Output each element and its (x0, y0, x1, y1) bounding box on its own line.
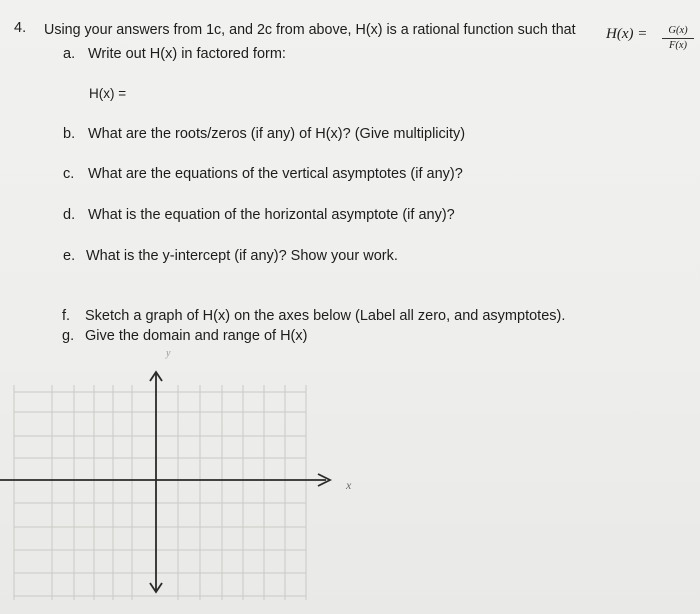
y-axis-label: y (166, 348, 171, 359)
x-axis-label: x (346, 478, 352, 492)
formula-lhs: H(x) = (606, 26, 648, 42)
part-f-text: Sketch a graph of H(x) on the axes below (Label all zero, and asymptotes). (85, 308, 566, 324)
part-g-letter: g. (62, 328, 75, 344)
grid-lines (14, 385, 306, 600)
part-a-letter: a. (63, 46, 76, 62)
part-f-letter: f. (62, 308, 71, 324)
part-d-text: What is the equation of the horizontal asymptote (if any)? (88, 207, 455, 223)
question-intro: Using your answers from 1c, and 2c from above, H(x) is a rational function such that (44, 22, 576, 38)
x-axis (0, 474, 330, 486)
part-e-letter: e. (63, 248, 76, 264)
part-b-text: What are the roots/zeros (if any) of H(x)? (Give multiplicity) (88, 126, 466, 142)
part-e-text: What is the y-intercept (if any)? Show your work. (86, 248, 398, 264)
formula-denominator: F(x) (668, 40, 688, 51)
question-number: 4. (14, 20, 27, 36)
part-a-text: Write out H(x) in factored form: (88, 46, 286, 62)
part-g-text: Give the domain and range of H(x) (85, 328, 308, 344)
y-axis (150, 372, 162, 592)
formula-numerator: G(x) (668, 25, 688, 36)
part-b-letter: b. (63, 126, 76, 142)
answer-prompt: H(x) = (89, 86, 127, 101)
part-c-text: What are the equations of the vertical asymptotes (if any)? (88, 166, 463, 182)
part-d-letter: d. (63, 207, 76, 223)
part-c-letter: c. (63, 166, 75, 182)
